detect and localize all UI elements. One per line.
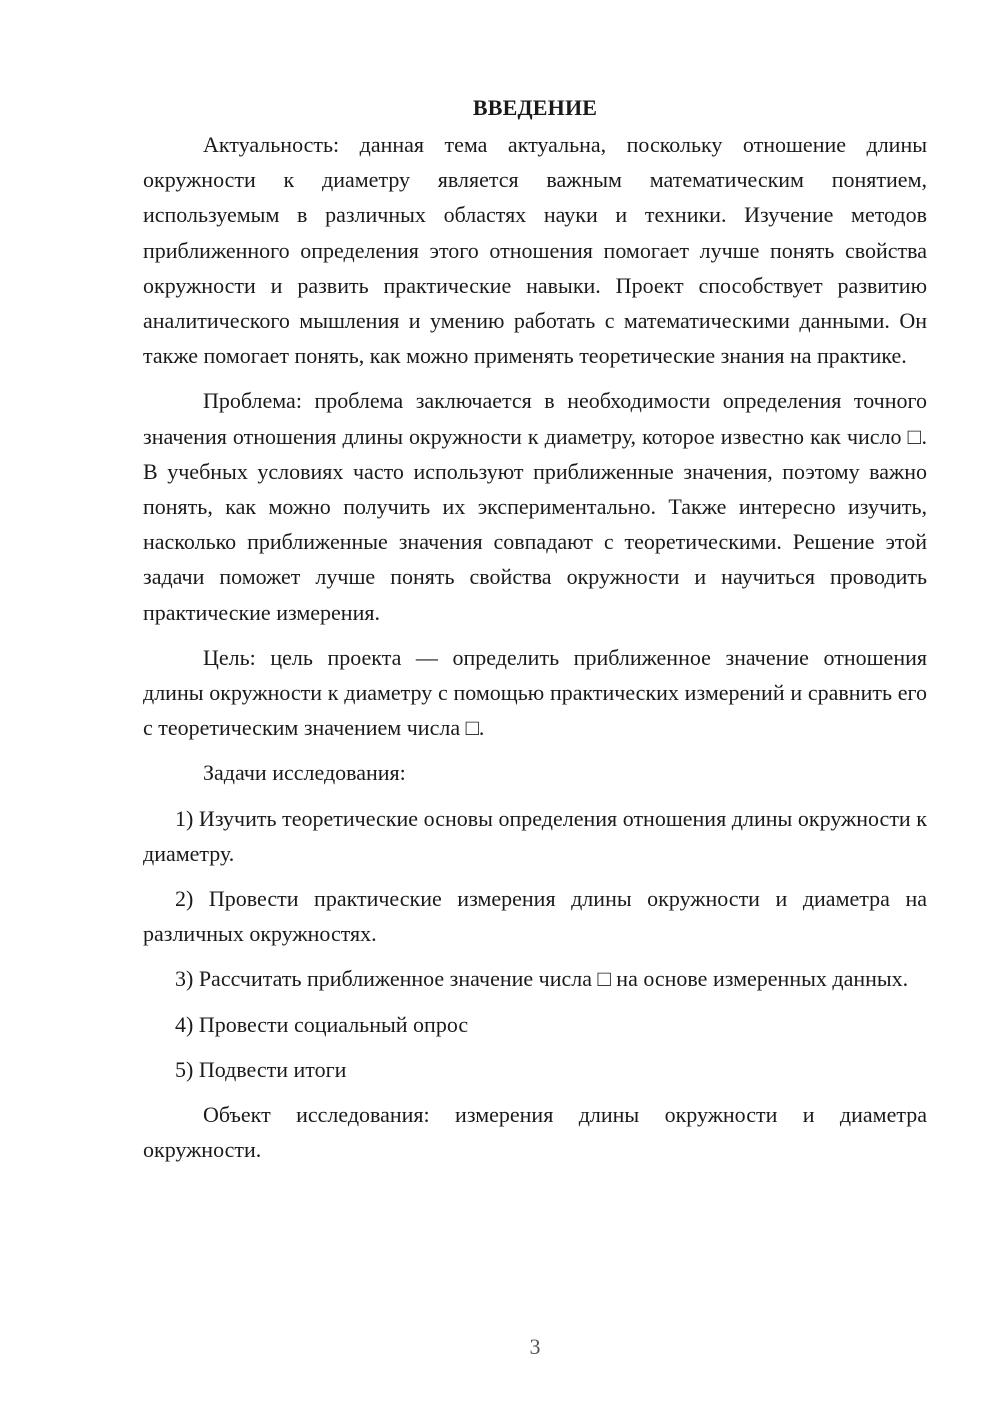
relevance-paragraph: Актуальность: данная тема актуальна, поскольку отношение длины окружности к диаметру является важным математическим понятием, используемым в различных областях науки и техники. Изучение методов приближенного определения этого отношения помогает лучше понять свойства окружности и развить практические навыки. Проект способствует развитию аналитического мышления и умению работать с математическими данными. Он также помогает понять, как можно применять теоретические знания на практике.	[143, 132, 927, 369]
task-item: 4) Провести социальный опрос	[175, 1011, 469, 1037]
problem-paragraph: Проблема: проблема заключается в необходимости определения точного значения отношения длины окружности к диаметру, которое известно как число □. В учебных условиях часто используют приближенные значения, поэтому важно понять, как можно получить их экспериментально. Также интересно изучить, насколько приближенные значения совпадают с теоретическими. Решение этой задачи поможет лучше понять свойства окружности и научиться проводить практические измерения.	[143, 388, 927, 625]
section-title: ВВЕДЕНИЕ	[472, 95, 598, 120]
task-item: 5) Подвести итоги	[175, 1056, 347, 1082]
tasks-heading: Задачи исследования:	[203, 760, 406, 786]
page-content	[143, 90, 927, 1177]
task-item: 1) Изучить теоретические основы определения отношения длины окружности к диаметру.	[143, 805, 927, 866]
goal-paragraph: Цель: цель проекта — определить приближенное значение отношения длины окружности к диаметру с помощью практических измерений и сравнить его с теоретическим значением числа □.	[143, 644, 927, 741]
page-number: 3	[529, 1334, 541, 1359]
task-item: 3) Рассчитать приближенное значение числа □ на основе измеренных данных.	[175, 966, 909, 992]
task-item: 2) Провести практические измерения длины окружности и диаметра на различных окружностях.	[143, 886, 927, 947]
research-object-paragraph: Объект исследования: измерения длины окружности и диаметра окружности.	[143, 1102, 927, 1163]
